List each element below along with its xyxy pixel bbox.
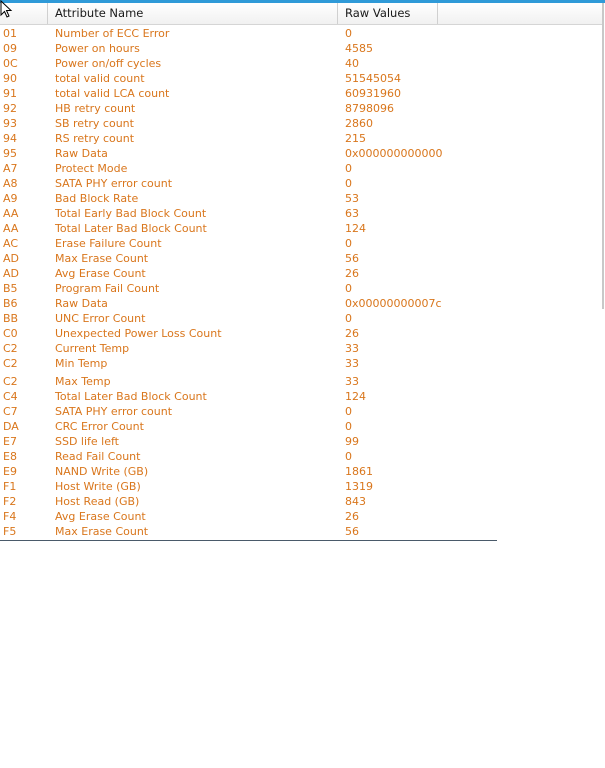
table-row[interactable]: [0, 146, 496, 161]
row-name-cell: Host Write (GB): [55, 480, 141, 493]
mouse-pointer-icon: [0, 0, 14, 20]
table-row[interactable]: [0, 464, 496, 479]
row-id-cell: C4: [3, 390, 18, 403]
row-name-cell: Program Fail Count: [55, 282, 160, 295]
row-raw-value-cell: 0: [345, 27, 352, 40]
row-id-cell: 92: [3, 102, 17, 115]
row-name-cell: Bad Block Rate: [55, 192, 139, 205]
row-name-cell: Max Erase Count: [55, 525, 149, 538]
row-name-cell: Total Later Bad Block Count: [55, 222, 207, 235]
row-id-cell: 90: [3, 72, 17, 85]
row-id-cell: C0: [3, 327, 18, 340]
table-row[interactable]: [0, 374, 496, 389]
row-name-cell: NAND Write (GB): [55, 465, 149, 478]
column-header-raw-values[interactable]: Raw Values: [338, 3, 438, 24]
row-name-cell: Min Temp: [55, 357, 108, 370]
table-row[interactable]: [0, 176, 496, 191]
table-row[interactable]: [0, 191, 496, 206]
row-raw-value-cell: 26: [345, 510, 359, 523]
row-name-cell: Raw Data: [55, 147, 108, 160]
row-raw-value-cell: 0x000000000000: [345, 147, 443, 160]
row-raw-value-cell: 0: [345, 405, 352, 418]
row-id-cell: E8: [3, 450, 17, 463]
row-raw-value-cell: 0: [345, 162, 352, 175]
row-raw-value-cell: 0: [345, 450, 352, 463]
row-name-cell: SB retry count: [55, 117, 134, 130]
table-row[interactable]: [0, 56, 496, 71]
row-name-cell: Avg Erase Count: [55, 510, 146, 523]
row-raw-value-cell: 843: [345, 495, 366, 508]
table-row[interactable]: [0, 281, 496, 296]
table-row[interactable]: [0, 419, 496, 434]
row-raw-value-cell: 124: [345, 222, 366, 235]
row-id-cell: A9: [3, 192, 18, 205]
row-id-cell: 95: [3, 147, 17, 160]
row-id-cell: E7: [3, 435, 17, 448]
row-id-cell: DA: [3, 420, 19, 433]
row-name-cell: Erase Failure Count: [55, 237, 162, 250]
row-raw-value-cell: 26: [345, 267, 359, 280]
table-row[interactable]: [0, 509, 496, 524]
row-raw-value-cell: 2860: [345, 117, 373, 130]
row-name-cell: SATA PHY error count: [55, 177, 173, 190]
row-name-cell: total valid LCA count: [55, 87, 170, 100]
row-id-cell: AA: [3, 207, 19, 220]
row-id-cell: B6: [3, 297, 18, 310]
table-row[interactable]: [0, 434, 496, 449]
table-row[interactable]: [0, 86, 496, 101]
row-name-cell: SATA PHY error count: [55, 405, 173, 418]
row-id-cell: C2: [3, 357, 18, 370]
row-raw-value-cell: 4585: [345, 42, 373, 55]
row-raw-value-cell: 63: [345, 207, 359, 220]
row-raw-value-cell: 40: [345, 57, 359, 70]
row-id-cell: 01: [3, 27, 17, 40]
row-raw-value-cell: 99: [345, 435, 359, 448]
table-row[interactable]: [0, 131, 496, 146]
row-id-cell: C7: [3, 405, 18, 418]
row-name-cell: Host Read (GB): [55, 495, 140, 508]
row-name-cell: RS retry count: [55, 132, 135, 145]
row-name-cell: Number of ECC Error: [55, 27, 170, 40]
row-name-cell: Max Temp: [55, 375, 111, 388]
row-id-cell: F4: [3, 510, 17, 523]
row-raw-value-cell: 60931960: [345, 87, 401, 100]
table-row[interactable]: [0, 389, 496, 404]
table-row[interactable]: [0, 206, 496, 221]
row-name-cell: Max Erase Count: [55, 252, 149, 265]
table-row[interactable]: [0, 71, 496, 86]
row-name-cell: Current Temp: [55, 342, 130, 355]
table-row[interactable]: [0, 341, 496, 356]
row-raw-value-cell: 0: [345, 312, 352, 325]
table-row[interactable]: [0, 116, 496, 131]
row-id-cell: F5: [3, 525, 17, 538]
row-raw-value-cell: 0: [345, 177, 352, 190]
row-name-cell: Unexpected Power Loss Count: [55, 327, 222, 340]
row-name-cell: Read Fail Count: [55, 450, 141, 463]
row-raw-value-cell: 215: [345, 132, 366, 145]
row-id-cell: B5: [3, 282, 18, 295]
row-id-cell: E9: [3, 465, 17, 478]
row-name-cell: Avg Erase Count: [55, 267, 146, 280]
row-raw-value-cell: 0: [345, 237, 352, 250]
row-name-cell: Total Later Bad Block Count: [55, 390, 207, 403]
table-row[interactable]: [0, 404, 496, 419]
row-id-cell: F2: [3, 495, 17, 508]
row-raw-value-cell: 33: [345, 375, 359, 388]
row-id-cell: AD: [3, 267, 19, 280]
row-raw-value-cell: 1861: [345, 465, 373, 478]
table-row[interactable]: [0, 26, 496, 41]
row-id-cell: 93: [3, 117, 17, 130]
row-raw-value-cell: 0x00000000007c: [345, 297, 442, 310]
row-id-cell: 09: [3, 42, 17, 55]
row-raw-value-cell: 124: [345, 390, 366, 403]
row-name-cell: Power on hours: [55, 42, 140, 55]
row-name-cell: CRC Error Count: [55, 420, 144, 433]
row-raw-value-cell: 26: [345, 327, 359, 340]
row-raw-value-cell: 0: [345, 282, 352, 295]
panel-right-border: [602, 3, 604, 309]
table-row[interactable]: [0, 311, 496, 326]
table-row[interactable]: [0, 494, 496, 509]
table-row[interactable]: [0, 221, 496, 236]
row-raw-value-cell: 56: [345, 252, 359, 265]
table-row[interactable]: [0, 41, 496, 56]
row-name-cell: Protect Mode: [55, 162, 128, 175]
row-raw-value-cell: 33: [345, 357, 359, 370]
row-id-cell: AD: [3, 252, 19, 265]
row-raw-value-cell: 53: [345, 192, 359, 205]
row-name-cell: SSD life left: [55, 435, 119, 448]
row-id-cell: 0C: [3, 57, 18, 70]
table-row[interactable]: [0, 161, 496, 176]
row-name-cell: HB retry count: [55, 102, 136, 115]
table-bottom-border: [0, 540, 497, 541]
table-row[interactable]: [0, 479, 496, 494]
table-row[interactable]: [0, 356, 496, 371]
row-raw-value-cell: 8798096: [345, 102, 394, 115]
row-raw-value-cell: 51545054: [345, 72, 401, 85]
table-row[interactable]: [0, 326, 496, 341]
row-id-cell: C2: [3, 375, 18, 388]
row-id-cell: 91: [3, 87, 17, 100]
row-raw-value-cell: 56: [345, 525, 359, 538]
table-row[interactable]: [0, 236, 496, 251]
row-id-cell: F1: [3, 480, 17, 493]
row-id-cell: AC: [3, 237, 19, 250]
row-name-cell: UNC Error Count: [55, 312, 146, 325]
column-header-attribute-name[interactable]: Attribute Name: [48, 3, 338, 24]
row-raw-value-cell: 1319: [345, 480, 373, 493]
table-row[interactable]: [0, 266, 496, 281]
row-name-cell: Power on/off cycles: [55, 57, 162, 70]
table-row[interactable]: [0, 251, 496, 266]
row-raw-value-cell: 0: [345, 420, 352, 433]
row-name-cell: Total Early Bad Block Count: [55, 207, 207, 220]
row-id-cell: AA: [3, 222, 19, 235]
table-row[interactable]: [0, 524, 496, 539]
row-raw-value-cell: 33: [345, 342, 359, 355]
table-row[interactable]: [0, 296, 496, 311]
row-id-cell: BB: [3, 312, 19, 325]
table-row[interactable]: [0, 449, 496, 464]
row-id-cell: A8: [3, 177, 18, 190]
row-name-cell: Raw Data: [55, 297, 108, 310]
table-row[interactable]: [0, 101, 496, 116]
row-id-cell: C2: [3, 342, 18, 355]
row-name-cell: total valid count: [55, 72, 145, 85]
row-id-cell: A7: [3, 162, 18, 175]
row-id-cell: 94: [3, 132, 17, 145]
